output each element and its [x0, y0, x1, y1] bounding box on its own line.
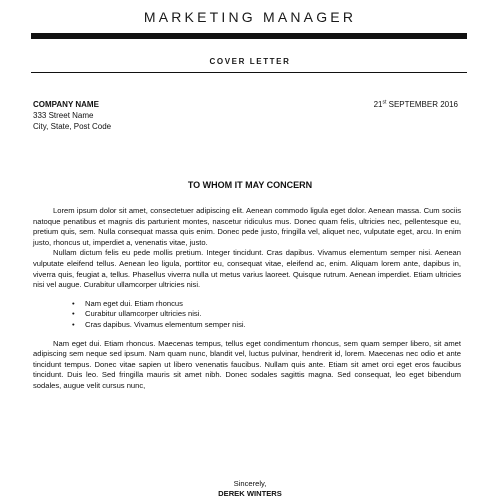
street-address: 333 Street Name	[33, 111, 94, 120]
letter-date	[374, 99, 458, 110]
valediction: Sincerely,	[233, 479, 267, 488]
header-thin-divider	[31, 72, 467, 73]
header-thick-divider	[31, 33, 467, 39]
letter-closing	[0, 479, 500, 499]
bullet-item: • Curabitur ullamcorper ultricies nisi.	[85, 309, 461, 320]
date-suffix: st	[382, 99, 387, 106]
paragraph-2: Nullam dictum felis eu pede mollis pretium. Integer tincidunt. Cras dapibus. Vivamus elementum semper nisi. Aenean vulputate eleifend tellus. Aenean leo ligula, porttitor eu, consequat vitae, eleifend ac, enim. Aliquam lorem ante, dapibus in, viverra quis, feugiat a, tellus. Phasellus viverra nulla ut metus varius laoreet. Quisque rutrum. Aenean imperdiet. Etiam ultricies nisi vel augue. Curabitur ullamcorper ultricies nisi.	[33, 248, 461, 290]
company-name: COMPANY NAME	[33, 100, 99, 109]
section-title: COVER LETTER	[209, 57, 291, 66]
recipient-address	[33, 99, 111, 132]
paragraph-1: Lorem ipsum dolor sit amet, consectetuer adipiscing elit. Aenean commodo ligula eget dolor. Aenean massa. Cum sociis natoque penatibus et magnis dis parturient montes, nascetur ridiculus mus. Donec quam felis, ultricies nec, pellentesque eu, pretium quis, sem. Nulla consequat massa quis enim. Donec pede justo, fringilla vel, aliquet nec, vulputate eget, arcu. In enim justo, rhoncus ut, imperdiet a, venenatis vitae, justo.	[33, 206, 461, 247]
bullet-item: • Nam eget dui. Etiam rhoncus	[85, 299, 461, 310]
paragraph-3: Nam eget dui. Etiam rhoncus. Maecenas tempus, tellus eget condimentum rhoncus, sem quam semper libero, sit amet adipiscing sem neque sed ipsum. Nam quam nunc, blandit vel, luctus pulvinar, hendrerit id, lorem. Maecenas nec odio et ante tincidunt tempus. Donec vitae sapien ut libero venenatis faucibus. Nullam quis ante. Etiam sit amet orci eget eros faucibus tincidunt. Duis leo. Sed fringilla mauris sit amet nibh. Donec sodales sagittis magna. Sed consequat, leo eget bibendum sodales, augue velit cursus nunc,	[33, 338, 461, 390]
job-title: MARKETING MANAGER	[143, 9, 357, 25]
signatory-name: DEREK WINTERS	[218, 489, 282, 498]
letter-body	[33, 206, 461, 392]
city-state-postcode: City, State, Post Code	[33, 122, 112, 131]
date-day: 21	[373, 100, 383, 109]
date-month-year: SEPTEMBER 2016	[386, 100, 458, 109]
bullet-item: • Cras dapibus. Vivamus elementum semper nisi.	[85, 320, 461, 331]
bullet-list	[33, 299, 461, 331]
salutation: TO WHOM IT MAY CONCERN	[187, 180, 313, 190]
